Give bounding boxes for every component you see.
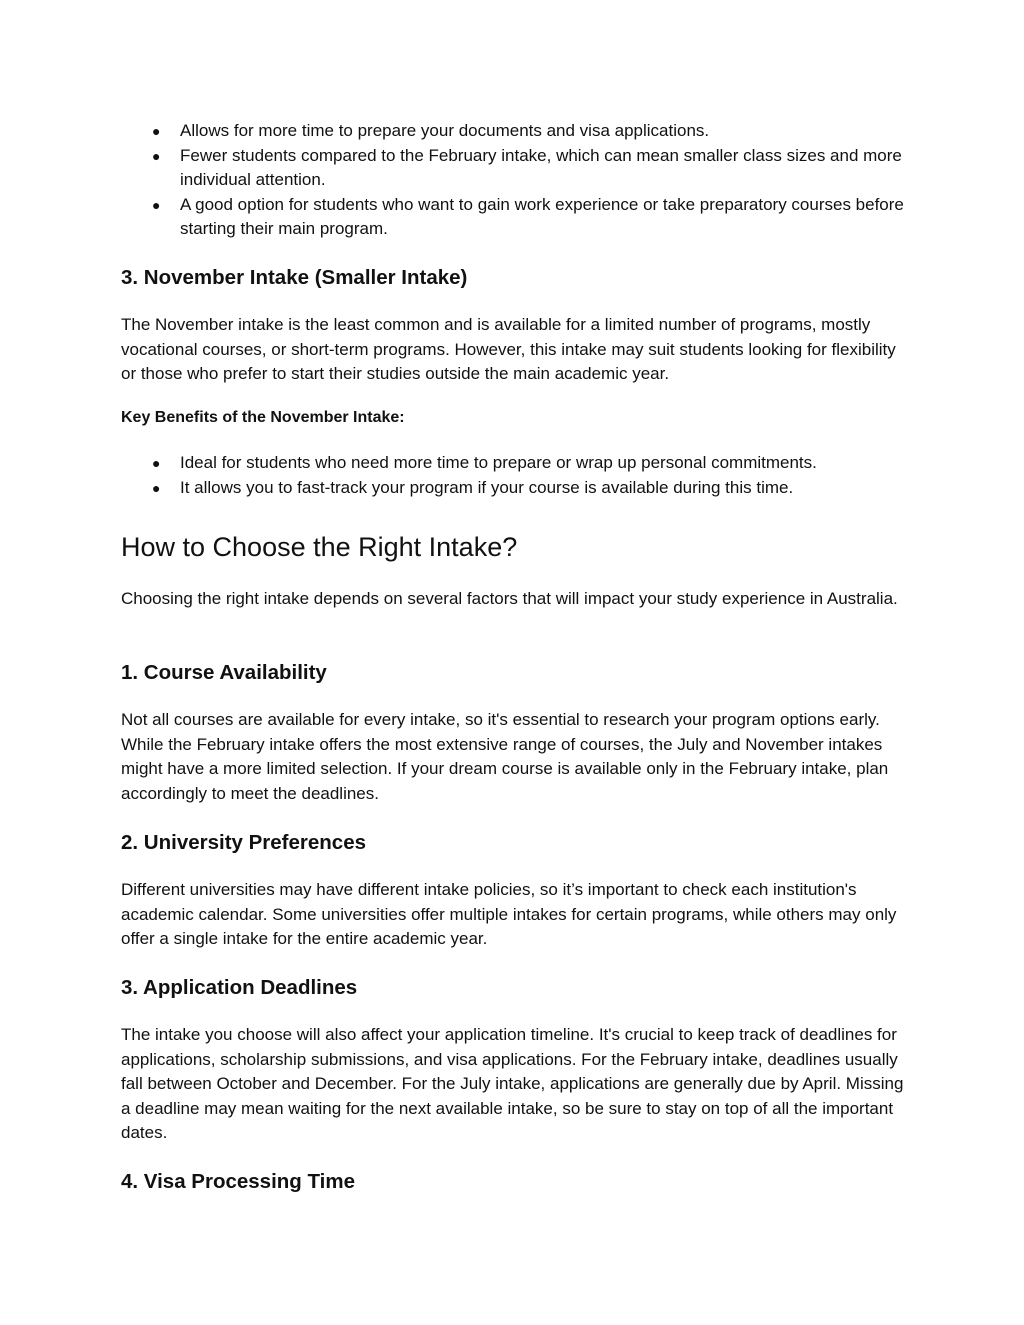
november-intake-heading: 3. November Intake (Smaller Intake) <box>121 266 468 289</box>
university-preferences-paragraph: Different universities may have different intake policies, so it’s important to check each institution's academic calendar. Some universities offer multiple intakes for certain programs, while others may only offer a single intake for the entire academic year. <box>121 880 897 948</box>
bullet-icon: ● <box>152 455 161 471</box>
november-intake-paragraph: The November intake is the least common and is available for a limited number of programs, mostly vocational courses, or short-term programs. However, this intake may suit students looking for flexibility or those who prefer to start their studies outside the main academic year. <box>121 315 896 383</box>
list-item: ● A good option for students who want to gain work experience or take preparatory courses before starting their main program. <box>152 194 904 238</box>
list-item: ● Ideal for students who need more time to prepare or wrap up personal commitments. <box>121 451 911 476</box>
bullet-icon: ● <box>152 147 161 164</box>
list-item: ● Fewer students compared to the February intake, which can mean smaller class sizes and more individual attention. <box>152 145 902 189</box>
application-deadlines-heading: 3. Application Deadlines <box>121 976 358 999</box>
visa-processing-heading: 4. Visa Processing Time <box>121 1170 355 1193</box>
list-item: ● It allows you to fast-track your program if your course is available during this time. <box>121 476 911 501</box>
list-item: ● Allows for more time to prepare your documents and visa applications. <box>121 119 911 144</box>
choose-intake-heading: How to Choose the Right Intake? <box>121 532 518 562</box>
course-availability-paragraph: Not all courses are available for every intake, so it's essential to research your program options early. While the February intake offers the most extensive range of courses, the July and November intakes might have a more limited selection. If your dream course is available only in the February intake, plan accordingly to meet the deadlines. <box>121 710 889 803</box>
choose-intake-paragraph: Choosing the right intake depends on several factors that will impact your study experience in Australia. <box>121 589 898 608</box>
november-bullet-list <box>121 451 911 500</box>
bullet-icon: ● <box>152 123 161 139</box>
course-availability-heading: 1. Course Availability <box>121 661 327 684</box>
bullet-icon: ● <box>152 196 161 213</box>
university-preferences-heading: 2. University Preferences <box>121 831 366 854</box>
bullet-icon: ● <box>152 479 161 496</box>
november-benefits-heading: Key Benefits of the November Intake: <box>121 409 405 426</box>
application-deadlines-paragraph: The intake you choose will also affect your application timeline. It's crucial to keep track of deadlines for applications, scholarship submissions, and visa applications. For the February intake, deadlines usually fall between October and December. For the July intake, applications are generally due by April. Missing a deadline may mean waiting for the next available intake, so be sure to stay on top of all the important dates. <box>121 1025 904 1142</box>
intro-bullet-list <box>121 119 911 242</box>
